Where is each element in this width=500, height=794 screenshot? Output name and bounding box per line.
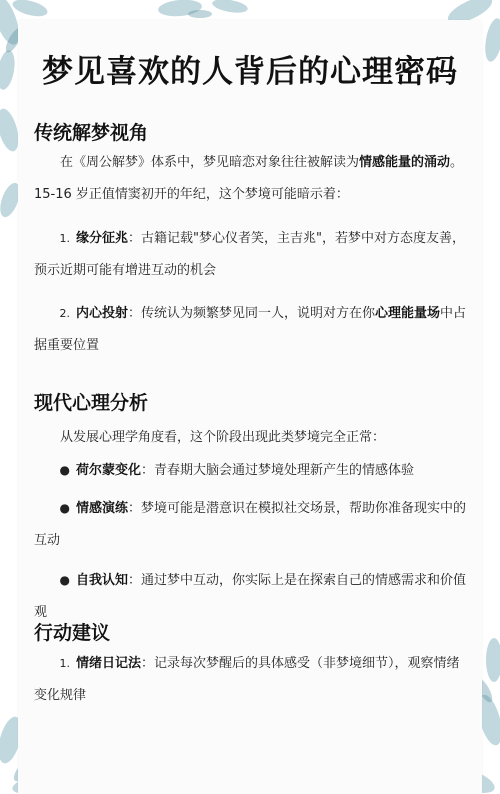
section-heading-traditional: 传统解梦视角 <box>34 122 149 144</box>
section-modern-intro: 从发展心理学角度看，这个阶段出现此类梦境完全正常： <box>60 430 386 445</box>
list-item: 1. 情绪日记法：记录每次梦醒后的具体感受（非梦境细节），观察情绪变化规律 <box>34 656 460 703</box>
list-item: 2. 内心投射：传统认为频繁梦见同一人，说明对方在你心理能量场中占据重要位置 <box>34 306 467 353</box>
list-item: ● 情感演练：梦境可能是潜意识在模拟社交场景，帮助你准备现实中的互动 <box>34 501 467 548</box>
list-item: ● 自我认知：通过梦中互动，你实际上是在探索自己的情感需求和价值观 <box>34 573 467 620</box>
page-title: 梦见喜欢的人背后的心理密码 <box>42 54 458 90</box>
section-heading-modern: 现代心理分析 <box>34 392 149 414</box>
list-item: ● 荷尔蒙变化：青春期大脑会通过梦境处理新产生的情感体验 <box>59 463 415 478</box>
list-item: 1. 缘分征兆：古籍记载"梦心仪者笑，主吉兆"，若梦中对方态度友善，预示近期可能有增进互动的机会 <box>34 231 465 278</box>
section-heading-action: 行动建议 <box>34 622 111 644</box>
section-traditional-intro: 在《周公解梦》体系中，梦见暗恋对象往往被解读为情感能量的涌动。15-16 岁正值情窦初开的年纪，这个梦境可能暗示着： <box>34 155 464 202</box>
